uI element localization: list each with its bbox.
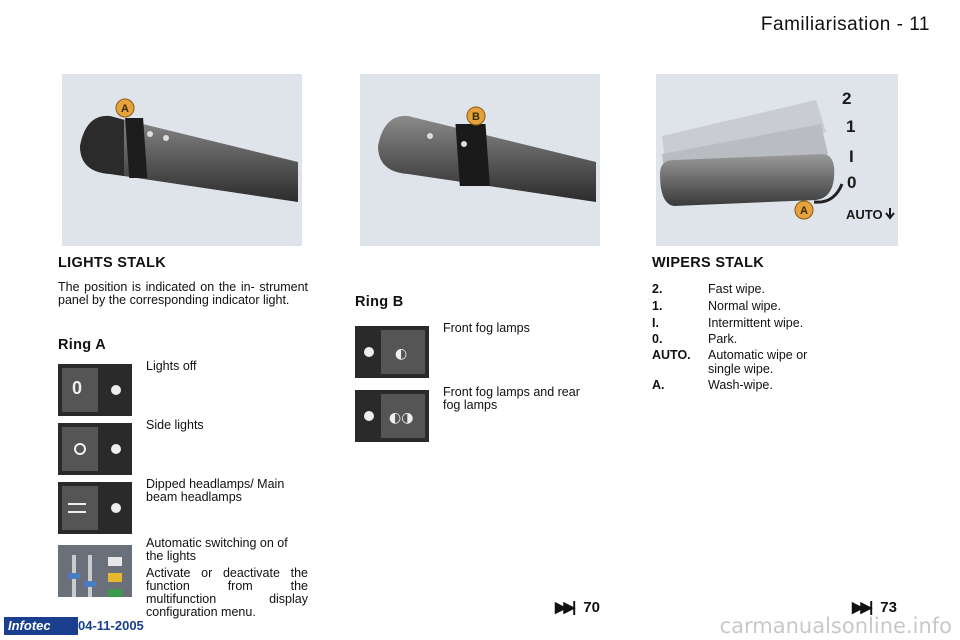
footer-date: 04-11-2005 [78, 618, 144, 633]
watermark: carmanualsonline.info [719, 614, 952, 638]
section-title: Familiarisation [760, 14, 891, 35]
wipers-mark-i: I [849, 147, 854, 166]
wipers-item [652, 332, 852, 348]
wipers-item [652, 348, 852, 378]
headlamps-thumbnail [58, 482, 132, 534]
wipers-item-desc: Intermittent wipe. [708, 316, 804, 330]
wipers-item-key: I. [652, 316, 659, 330]
page-reference-70-number: 70 [583, 599, 600, 616]
wipers-stalk-title: WIPERS STALK [652, 255, 765, 271]
wipers-item [652, 282, 852, 298]
front-rear-fog-label: Front fog lamps and rear fog lamps [443, 385, 580, 412]
wipers-item-desc: Wash-wipe. [708, 378, 773, 392]
header-separator: - [896, 14, 904, 35]
wipers-item-desc: Automatic wipe or single wipe. [708, 348, 808, 376]
lights-off-thumbnail [58, 364, 132, 416]
wipers-badge: A [800, 205, 808, 217]
wipers-item-key: AUTO. [652, 348, 691, 362]
wipers-item-desc: Normal wipe. [708, 299, 781, 313]
auto-lights-menu-thumbnail [58, 545, 132, 597]
wipers-mark-1: 1 [846, 117, 856, 136]
ring-a-title: Ring A [58, 337, 106, 353]
ring-b-title: Ring B [355, 294, 404, 310]
lights-off-label: Lights off [146, 359, 197, 373]
svg-text:◐: ◐ [395, 346, 408, 362]
wipers-mark-2: 2 [842, 89, 852, 108]
skip-forward-icon: ▶▶| [852, 599, 871, 616]
page-reference-73-number: 73 [880, 599, 897, 616]
lights-stalk-title: LIGHTS STALK [58, 255, 167, 271]
ring-b-badge: B [472, 111, 480, 123]
front-fog-label: Front fog lamps [443, 321, 530, 335]
auto-lights-label: Automatic switching on of the lights [146, 536, 288, 563]
wipers-item-key: A. [652, 378, 665, 392]
wipers-item-key: 0. [652, 332, 663, 346]
lights-stalk-ring-b-photo [360, 74, 600, 246]
infotec-badge: Infotec [4, 617, 78, 635]
page-header [761, 14, 930, 36]
wipers-item [652, 316, 852, 332]
auto-lights-note: Activate or deactivate the function from the multifunction display configuration menu. [146, 566, 308, 619]
wipers-item-key: 1. [652, 299, 663, 313]
wipers-item-key: 2. [652, 282, 663, 296]
side-lights-thumbnail [58, 423, 132, 475]
svg-text:0: 0 [72, 378, 83, 398]
wipers-item [652, 378, 852, 394]
wipers-mark-auto: AUTO [846, 207, 883, 222]
wipers-item-desc: Fast wipe. [708, 282, 765, 296]
front-rear-fog-thumbnail [355, 390, 429, 442]
page-number: 11 [909, 14, 930, 35]
side-lights-label: Side lights [146, 418, 204, 432]
wipers-item [652, 299, 852, 315]
wipers-item-desc: Park. [708, 332, 738, 346]
headlamps-label: Dipped headlamps/ Main beam headlamps [146, 477, 285, 504]
wipers-stalk-photo [656, 74, 898, 246]
skip-forward-icon: ▶▶| [555, 599, 574, 616]
svg-text:◐◑: ◐◑ [389, 410, 414, 426]
wipers-mark-0: 0 [847, 173, 857, 192]
page-reference-70[interactable] [555, 598, 600, 616]
lights-intro: The position is indicated on the in- strument panel by the corresponding indicator light. [58, 280, 308, 307]
lights-stalk-ring-a-photo [62, 74, 302, 246]
down-arrow-icon [886, 208, 894, 218]
ring-a-badge: A [121, 103, 129, 115]
front-fog-thumbnail [355, 326, 429, 378]
